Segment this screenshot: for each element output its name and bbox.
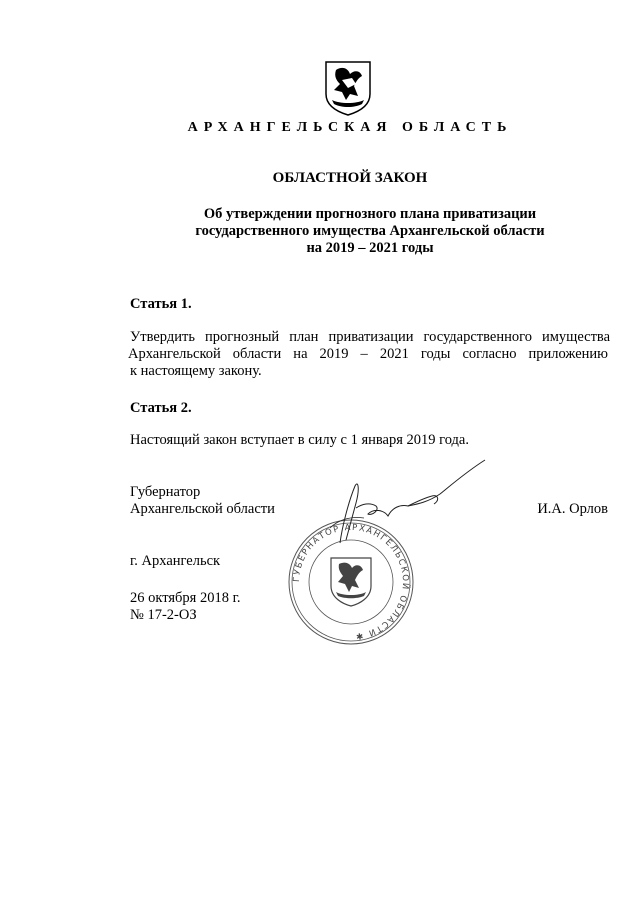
article-2-heading: Статья 2. [130,400,192,416]
article-1-line: Утвердить прогнозный план приватизации государственного имущества [130,329,610,345]
region-title: АРХАНГЕЛЬСКАЯ ОБЛАСТЬ [187,120,513,135]
date-and-number [130,590,241,624]
governor-position-line: Архангельской области [130,501,275,517]
coat-of-arms-emblem [322,60,374,116]
law-title [130,206,610,257]
signing-date: 26 октября 2018 г. [130,590,241,606]
governor-name: И.А. Орлов [537,501,608,517]
law-type-heading: ОБЛАСТНОЙ ЗАКОН [272,170,428,186]
governor-position-line: Губернатор [130,484,201,500]
article-1-heading: Статья 1. [130,296,192,312]
article-1-line: к настоящему закону. [130,363,262,379]
svg-text:ГУБЕРНАТОР АРХАНГЕЛЬСКОЙ ОБЛАС: ГУБЕРНАТОР АРХАНГЕЛЬСКОЙ ОБЛАСТИ ✱ [291,522,411,642]
article-1-text [130,329,610,380]
governor-position [130,484,275,518]
article-2-text: Настоящий закон вступает в силу с 1 января 2019 года. [130,432,469,448]
article-1-line: Архангельской области на 2019 – 2021 годы согласно приложению [128,346,608,362]
law-title-line: Об утверждении прогнозного плана приватизации [203,206,537,222]
law-number: № 17-2-ОЗ [130,607,197,623]
handwritten-signature [300,458,500,548]
law-title-line: государственного имущества Архангельской области [195,223,545,239]
place-of-signing: г. Архангельск [130,553,221,569]
law-title-line: на 2019 – 2021 годы [306,240,434,256]
